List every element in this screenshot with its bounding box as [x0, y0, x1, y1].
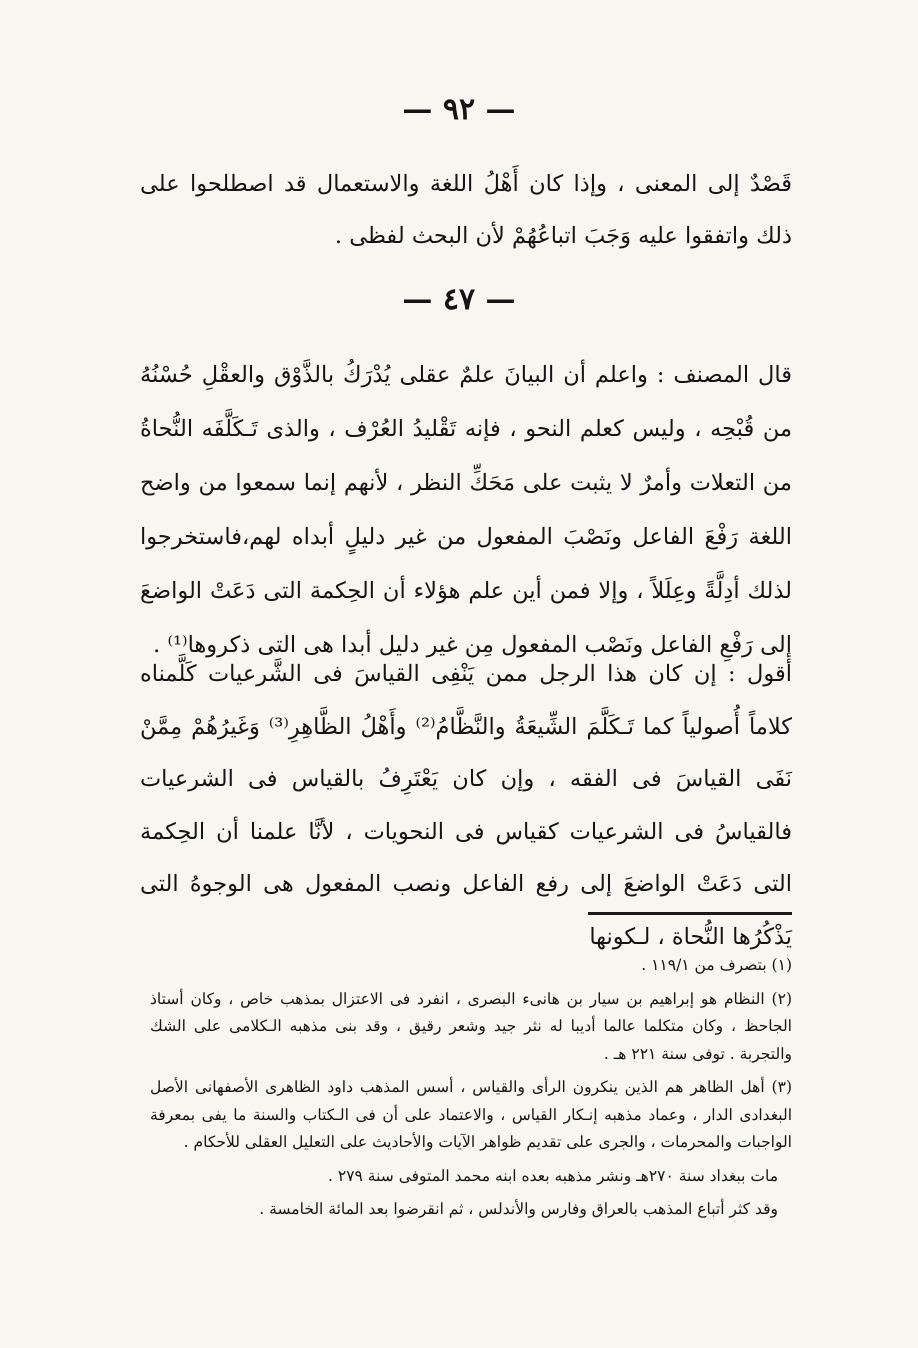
footnote-2: (٢) النظام هو إبراهيم بن سيار بن هانىء البصرى ، انفرد فى الاعتزال بمذهب خاص ، وكان أستاذ الجاحظ ، وكان متكلما عالما أديبا له نثر جيد وشعر رقيق ، وقد بنى مذهبه الـكلامى على الشك والتجربة . توفى سنة ٢٢١ هـ .	[150, 989, 792, 1063]
footnote-3: (٣) أهل الظاهر هم الذين ينكرون الرأى والقياس ، أسس المذهب داود الظاهرى الأصفهانى الأصل البغدادى الدار ، وعماد مذهبه إنـكار القياس ، والاعتماد على أن فى الـكتاب والسنة ما يفى بمعرفة الواجبات والمحرمات ، والجرى على تقديم ظواهر الآيات والأحاديث على التعليل العقلى للأحكام .	[150, 1078, 792, 1151]
footnote-divider	[588, 912, 792, 915]
footnote-3-continuation-1: مات ببغداد سنة ٢٧٠هـ ونشر مذهبه بعده ابنه محمد المتوفى سنة ٢٧٩ .	[328, 1166, 778, 1185]
reply-paragraph-text: أقول : إن كان هذا الرجل ممن يَنْفِى القياسَ فى الشَّرعيات كَلَّمناه كلاماً أُصولياً كما تَـكَلَّمَ الشِّيعَةُ والنَّظَّامُ⁽²⁾ وأَهْلُ الظَّاهِرِ⁽³⁾ وَغَيرُهُمْ مِمَّنْ نَفَى القياسَ فى الفقه ، وإن كان يَعْتَرِفُ بالقياس فى الشرعيات فالقياسُ فى الشرعيات كقياس فى النحويات ، لأنَّا علمنا أن الحِكمة التى دَعَتْ الواضعَ إلى رفع الفاعل ونصب المفعول هى الوجوهُ التى يَذْكُرُها النُّحاة ، لـكونها	[140, 661, 792, 950]
top-paragraph-text: قَصْدٌ إلى المعنى ، وإذا كان أَهْلُ اللغة والاستعمال قد اصطلحوا على ذلك واتفقوا عليه وَجَبَ اتباعُهُمْ لأن البحث لفظى .	[140, 171, 792, 249]
main-paragraph	[140, 348, 792, 672]
top-paragraph	[140, 158, 792, 262]
main-paragraph-text: قال المصنف : واعلم أن البيانَ علمٌ عقلى يُدْرَكُ بالذَّوْق والعقْلِ حُسْنُهُ من قُبْحِه ، وليس كعلم النحو ، فإنه تَقْليدُ العُرْف ، والذى تَـكَلَّفَه النُّحاةُ من التعلات وأمرٌ لا يثبت على مَحَكِّ النظر ، لأنهم إنما سمعوا من واضح اللغة رَفْعَ الفاعل ونَصْبَ المفعول من غير دليلٍ أبداه لهم،فاستخرجوا لذلك أدِلَّةً وعِلَلاً ، وإلا فمن أين علم هؤلاء أن الحِكمة التى دَعَتْ الواضعَ إلى رَفْعِ الفاعل ونَصْب المفعول مِن غير دليل أبدا هى التى ذكروها⁽¹⁾ .	[140, 362, 792, 658]
footnote-3-continuation-2: وقد كثر أتباع المذهب بالعراق وفارس والأندلس ، ثم انقرضوا بعد المائة الخامسة .	[259, 1200, 778, 1218]
reply-paragraph	[140, 648, 792, 963]
footnote-1: (١) بتصرف من ١١٩/١ .	[641, 956, 792, 974]
footnotes	[150, 952, 792, 1230]
section-number: — ٤٧ —	[402, 282, 516, 317]
page-number: — ٩٢ —	[402, 92, 516, 127]
